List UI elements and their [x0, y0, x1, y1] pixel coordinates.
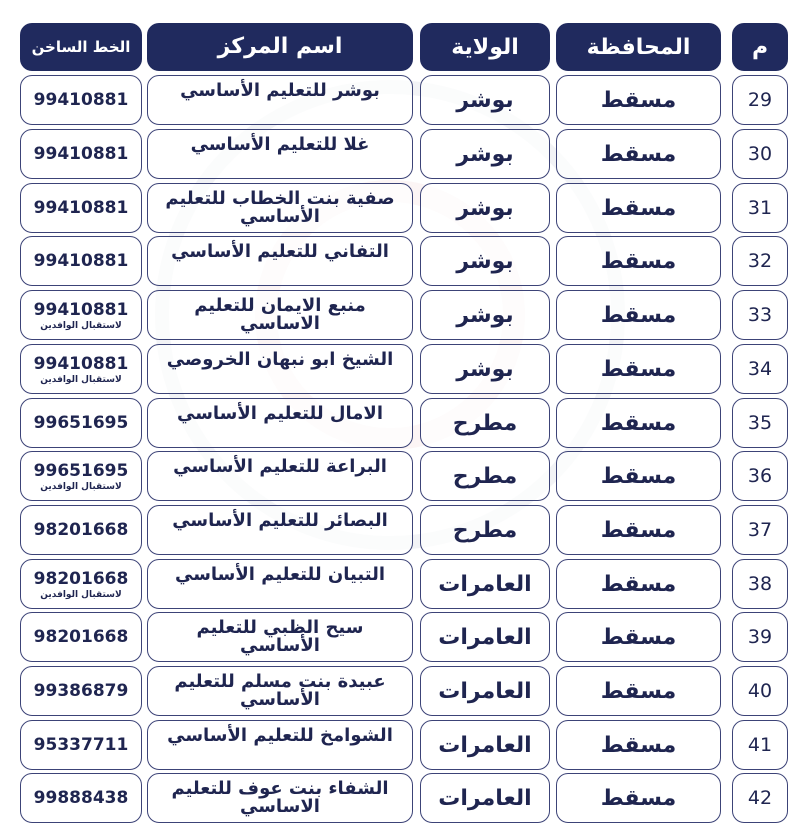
row-governorate: مسقط [556, 612, 721, 662]
row-wilayat: العامرات [420, 666, 550, 716]
row-number: 29 [732, 75, 788, 125]
row-hotline [20, 398, 142, 448]
row-center-name: التبيان للتعليم الأساسي [147, 559, 413, 609]
table-row [0, 129, 800, 179]
row-hotline [20, 773, 142, 823]
row-governorate: مسقط [556, 666, 721, 716]
table-row [0, 720, 800, 770]
row-governorate: مسقط [556, 451, 721, 501]
row-number: 42 [732, 773, 788, 823]
row-wilayat: بوشر [420, 75, 550, 125]
table-row [0, 236, 800, 286]
hotline-number: 99651695 [33, 413, 129, 433]
row-center-name: البصائر للتعليم الأساسي [147, 505, 413, 555]
row-governorate: مسقط [556, 505, 721, 555]
table-row [0, 773, 800, 823]
hotline-number: 99386879 [33, 681, 129, 701]
hotline-number: 99888438 [33, 788, 129, 808]
row-wilayat: مطرح [420, 505, 550, 555]
row-hotline [20, 236, 142, 286]
row-governorate: مسقط [556, 559, 721, 609]
row-wilayat: بوشر [420, 236, 550, 286]
header-number: م [732, 23, 788, 71]
hotline-number: 99651695 [33, 460, 129, 481]
row-center-name: التفاني للتعليم الأساسي [147, 236, 413, 286]
header-wilayat: الولاية [420, 23, 550, 71]
row-governorate: مسقط [556, 720, 721, 770]
hotline-number: 98201668 [33, 520, 129, 540]
hotline-number: 99410881 [33, 198, 129, 218]
row-center-name: الشوامخ للتعليم الأساسي [147, 720, 413, 770]
hotline-number: 99410881 [33, 90, 129, 110]
table-row [0, 398, 800, 448]
row-wilayat: العامرات [420, 612, 550, 662]
row-governorate: مسقط [556, 773, 721, 823]
row-wilayat: العامرات [420, 773, 550, 823]
row-governorate: مسقط [556, 75, 721, 125]
hotline-note: لاستقبال الوافدين [40, 589, 122, 600]
hotline-note: لاستقبال الوافدين [40, 320, 122, 331]
hotline-number: 98201668 [33, 627, 129, 647]
header-hotline: الخط الساخن [20, 23, 142, 71]
row-center-name: الشيخ ابو نبهان الخروصي [147, 344, 413, 394]
row-wilayat: بوشر [420, 129, 550, 179]
row-center-name: الشفاء بنت عوف للتعليم الاساسي [147, 773, 413, 823]
table-row [0, 183, 800, 233]
row-wilayat: العامرات [420, 559, 550, 609]
hotline-note: لاستقبال الوافدين [40, 481, 122, 492]
table-row [0, 344, 800, 394]
row-number: 41 [732, 720, 788, 770]
row-center-name: غلا للتعليم الأساسي [147, 129, 413, 179]
row-hotline [20, 720, 142, 770]
row-number: 39 [732, 612, 788, 662]
table-row [0, 612, 800, 662]
hotline-number: 99410881 [33, 251, 129, 271]
row-governorate: مسقط [556, 183, 721, 233]
row-governorate: مسقط [556, 290, 721, 340]
row-wilayat: مطرح [420, 451, 550, 501]
row-hotline [20, 505, 142, 555]
row-wilayat: بوشر [420, 344, 550, 394]
table-row [0, 451, 800, 501]
hotline-number: 95337711 [33, 735, 129, 755]
table-row [0, 559, 800, 609]
row-governorate: مسقط [556, 236, 721, 286]
row-number: 33 [732, 290, 788, 340]
row-wilayat: العامرات [420, 720, 550, 770]
hotline-note: لاستقبال الوافدين [40, 374, 122, 385]
row-wilayat: بوشر [420, 290, 550, 340]
table-row [0, 290, 800, 340]
hotline-number: 99410881 [33, 144, 129, 164]
row-hotline [20, 75, 142, 125]
row-hotline [20, 612, 142, 662]
row-number: 40 [732, 666, 788, 716]
row-number: 30 [732, 129, 788, 179]
row-hotline [20, 451, 142, 501]
row-center-name: بوشر للتعليم الأساسي [147, 75, 413, 125]
row-center-name: عبيدة بنت مسلم للتعليم الأساسي [147, 666, 413, 716]
row-governorate: مسقط [556, 129, 721, 179]
hotline-number: 98201668 [33, 568, 129, 589]
row-number: 38 [732, 559, 788, 609]
table-row [0, 505, 800, 555]
row-number: 34 [732, 344, 788, 394]
table-row [0, 75, 800, 125]
row-hotline [20, 129, 142, 179]
row-hotline [20, 344, 142, 394]
hotline-number: 99410881 [33, 353, 129, 374]
row-wilayat: بوشر [420, 183, 550, 233]
table-row [0, 666, 800, 716]
row-number: 37 [732, 505, 788, 555]
row-number: 35 [732, 398, 788, 448]
row-hotline [20, 559, 142, 609]
hotline-number: 99410881 [33, 299, 129, 320]
row-number: 32 [732, 236, 788, 286]
table-header-row [0, 23, 800, 73]
row-hotline [20, 290, 142, 340]
header-center-name: اسم المركز [147, 23, 413, 71]
row-number: 31 [732, 183, 788, 233]
row-center-name: سيح الظبي للتعليم الأساسي [147, 612, 413, 662]
row-center-name: البراعة للتعليم الأساسي [147, 451, 413, 501]
row-center-name: منبع الايمان للتعليم الاساسي [147, 290, 413, 340]
row-governorate: مسقط [556, 398, 721, 448]
row-hotline [20, 666, 142, 716]
row-hotline [20, 183, 142, 233]
row-governorate: مسقط [556, 344, 721, 394]
row-center-name: صفية بنت الخطاب للتعليم الأساسي [147, 183, 413, 233]
header-governorate: المحافظة [556, 23, 721, 71]
row-center-name: الامال للتعليم الأساسي [147, 398, 413, 448]
row-wilayat: مطرح [420, 398, 550, 448]
row-number: 36 [732, 451, 788, 501]
